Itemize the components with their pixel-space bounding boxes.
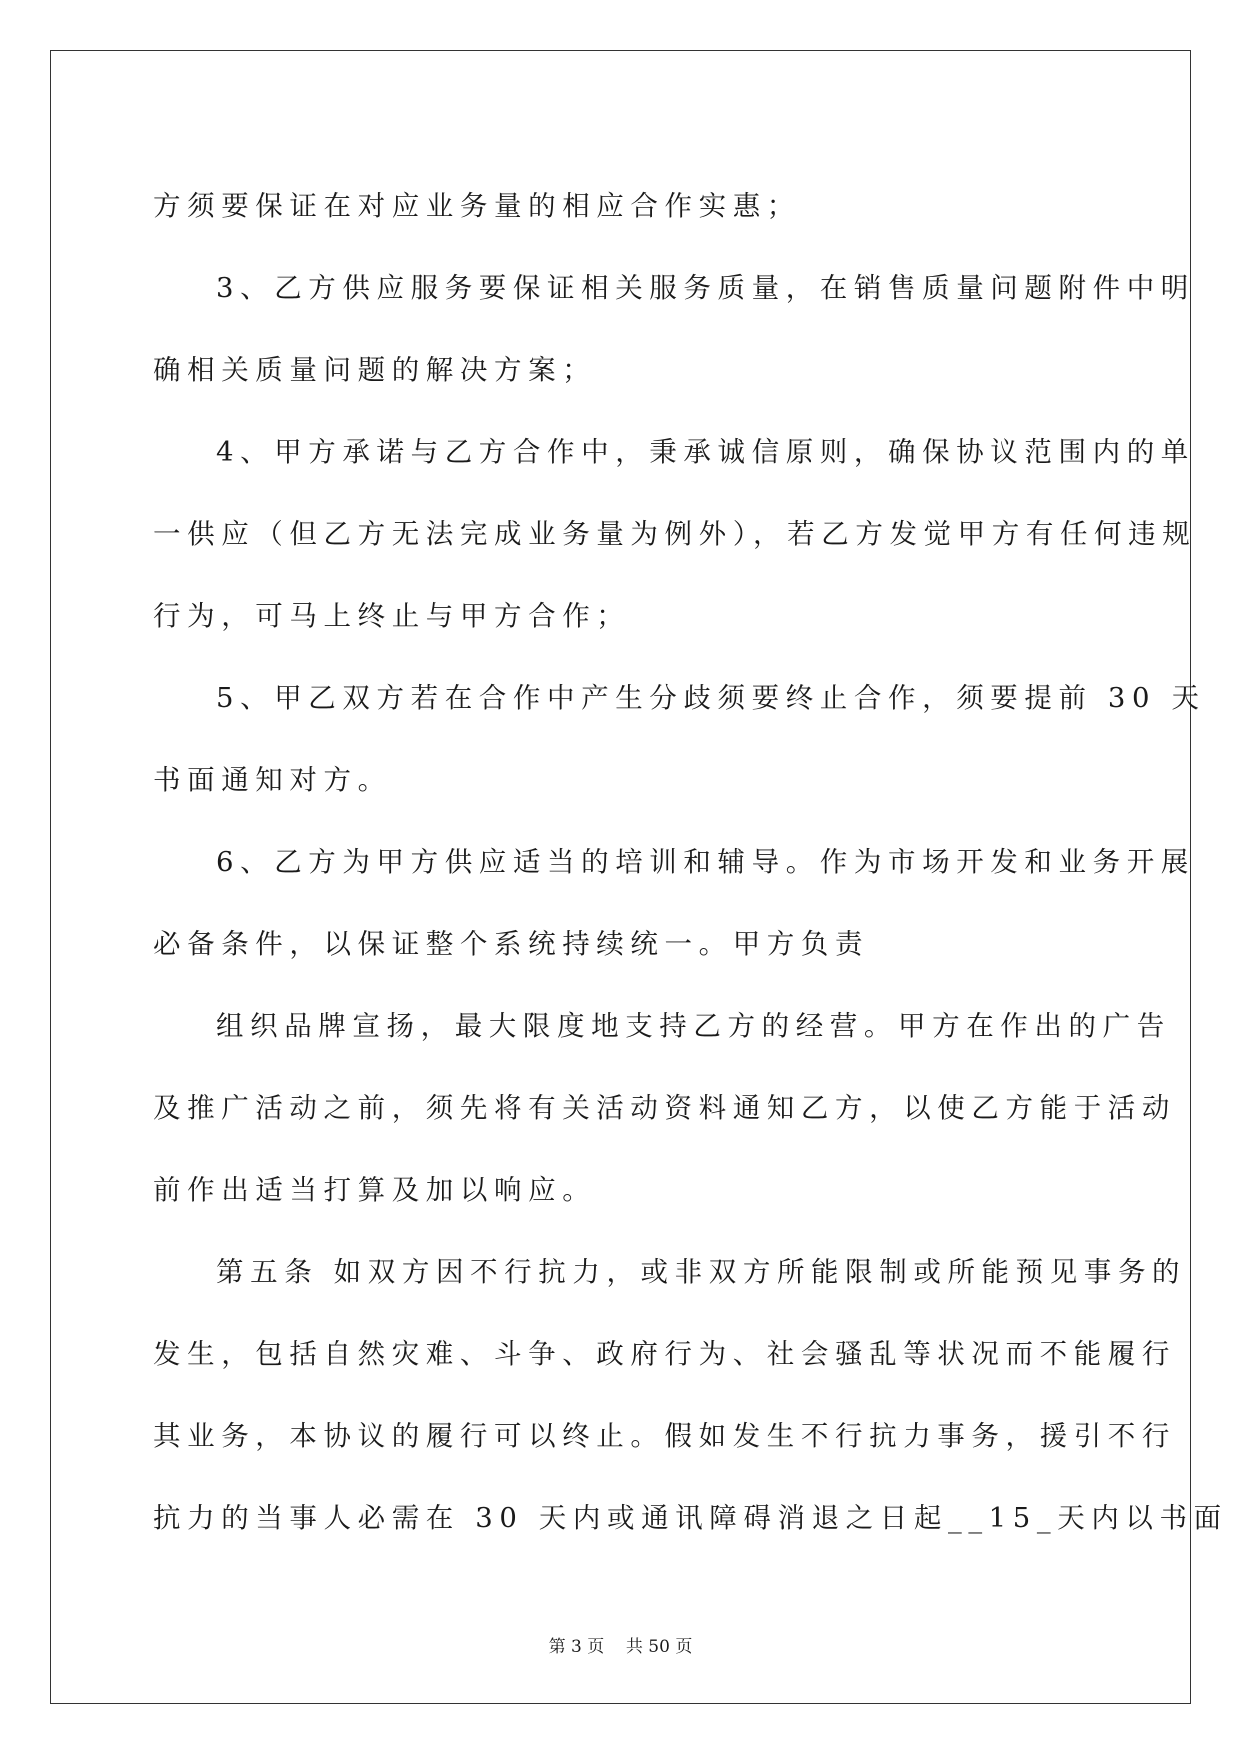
text-line: 抗力的当事人必需在 30 天内或通讯障碍消退之日起__15_天内以书面 — [153, 1502, 1228, 1534]
text-line: 4、甲方承诺与乙方合作中，秉承诚信原则，确保协议范围内的单 — [216, 436, 1195, 468]
text-line: 方须要保证在对应业务量的相应合作实惠； — [153, 190, 801, 222]
text-line: 前作出适当打算及加以响应。 — [153, 1174, 597, 1206]
document-body — [153, 165, 1228, 1559]
text-line: 及推广活动之前，须先将有关活动资料通知乙方，以使乙方能于活动 — [153, 1092, 1176, 1124]
text-line: 6、乙方为甲方供应适当的培训和辅导。作为市场开发和业务开展 — [216, 846, 1195, 878]
text-line: 确相关质量问题的解决方案； — [153, 354, 597, 386]
text-line: 行为，可马上终止与甲方合作； — [153, 600, 631, 632]
text-line: 书面通知对方。 — [153, 764, 392, 796]
text-line: 一供应（但乙方无法完成业务量为例外），若乙方发觉甲方有任何违规 — [153, 518, 1197, 550]
text-line: 发生，包括自然灾难、斗争、政府行为、社会骚乱等状况而不能履行 — [153, 1338, 1176, 1370]
text-line: 组织品牌宣扬，最大限度地支持乙方的经营。甲方在作出的广告 — [216, 1010, 1171, 1042]
text-line: 3、乙方供应服务要保证相关服务质量，在销售质量问题附件中明 — [216, 272, 1195, 304]
text-line: 必备条件，以保证整个系统持续统一。甲方负责 — [153, 928, 870, 960]
text-line: 5、甲乙双方若在合作中产生分歧须要终止合作，须要提前 30 天 — [216, 682, 1206, 714]
text-line: 第五条 如双方因不行抗力，或非双方所能限制或所能预见事务的 — [216, 1256, 1187, 1288]
page-number-footer: 第 3 页 共 50 页 — [548, 1637, 693, 1657]
text-line: 其业务，本协议的履行可以终止。假如发生不行抗力事务，援引不行 — [153, 1420, 1176, 1452]
